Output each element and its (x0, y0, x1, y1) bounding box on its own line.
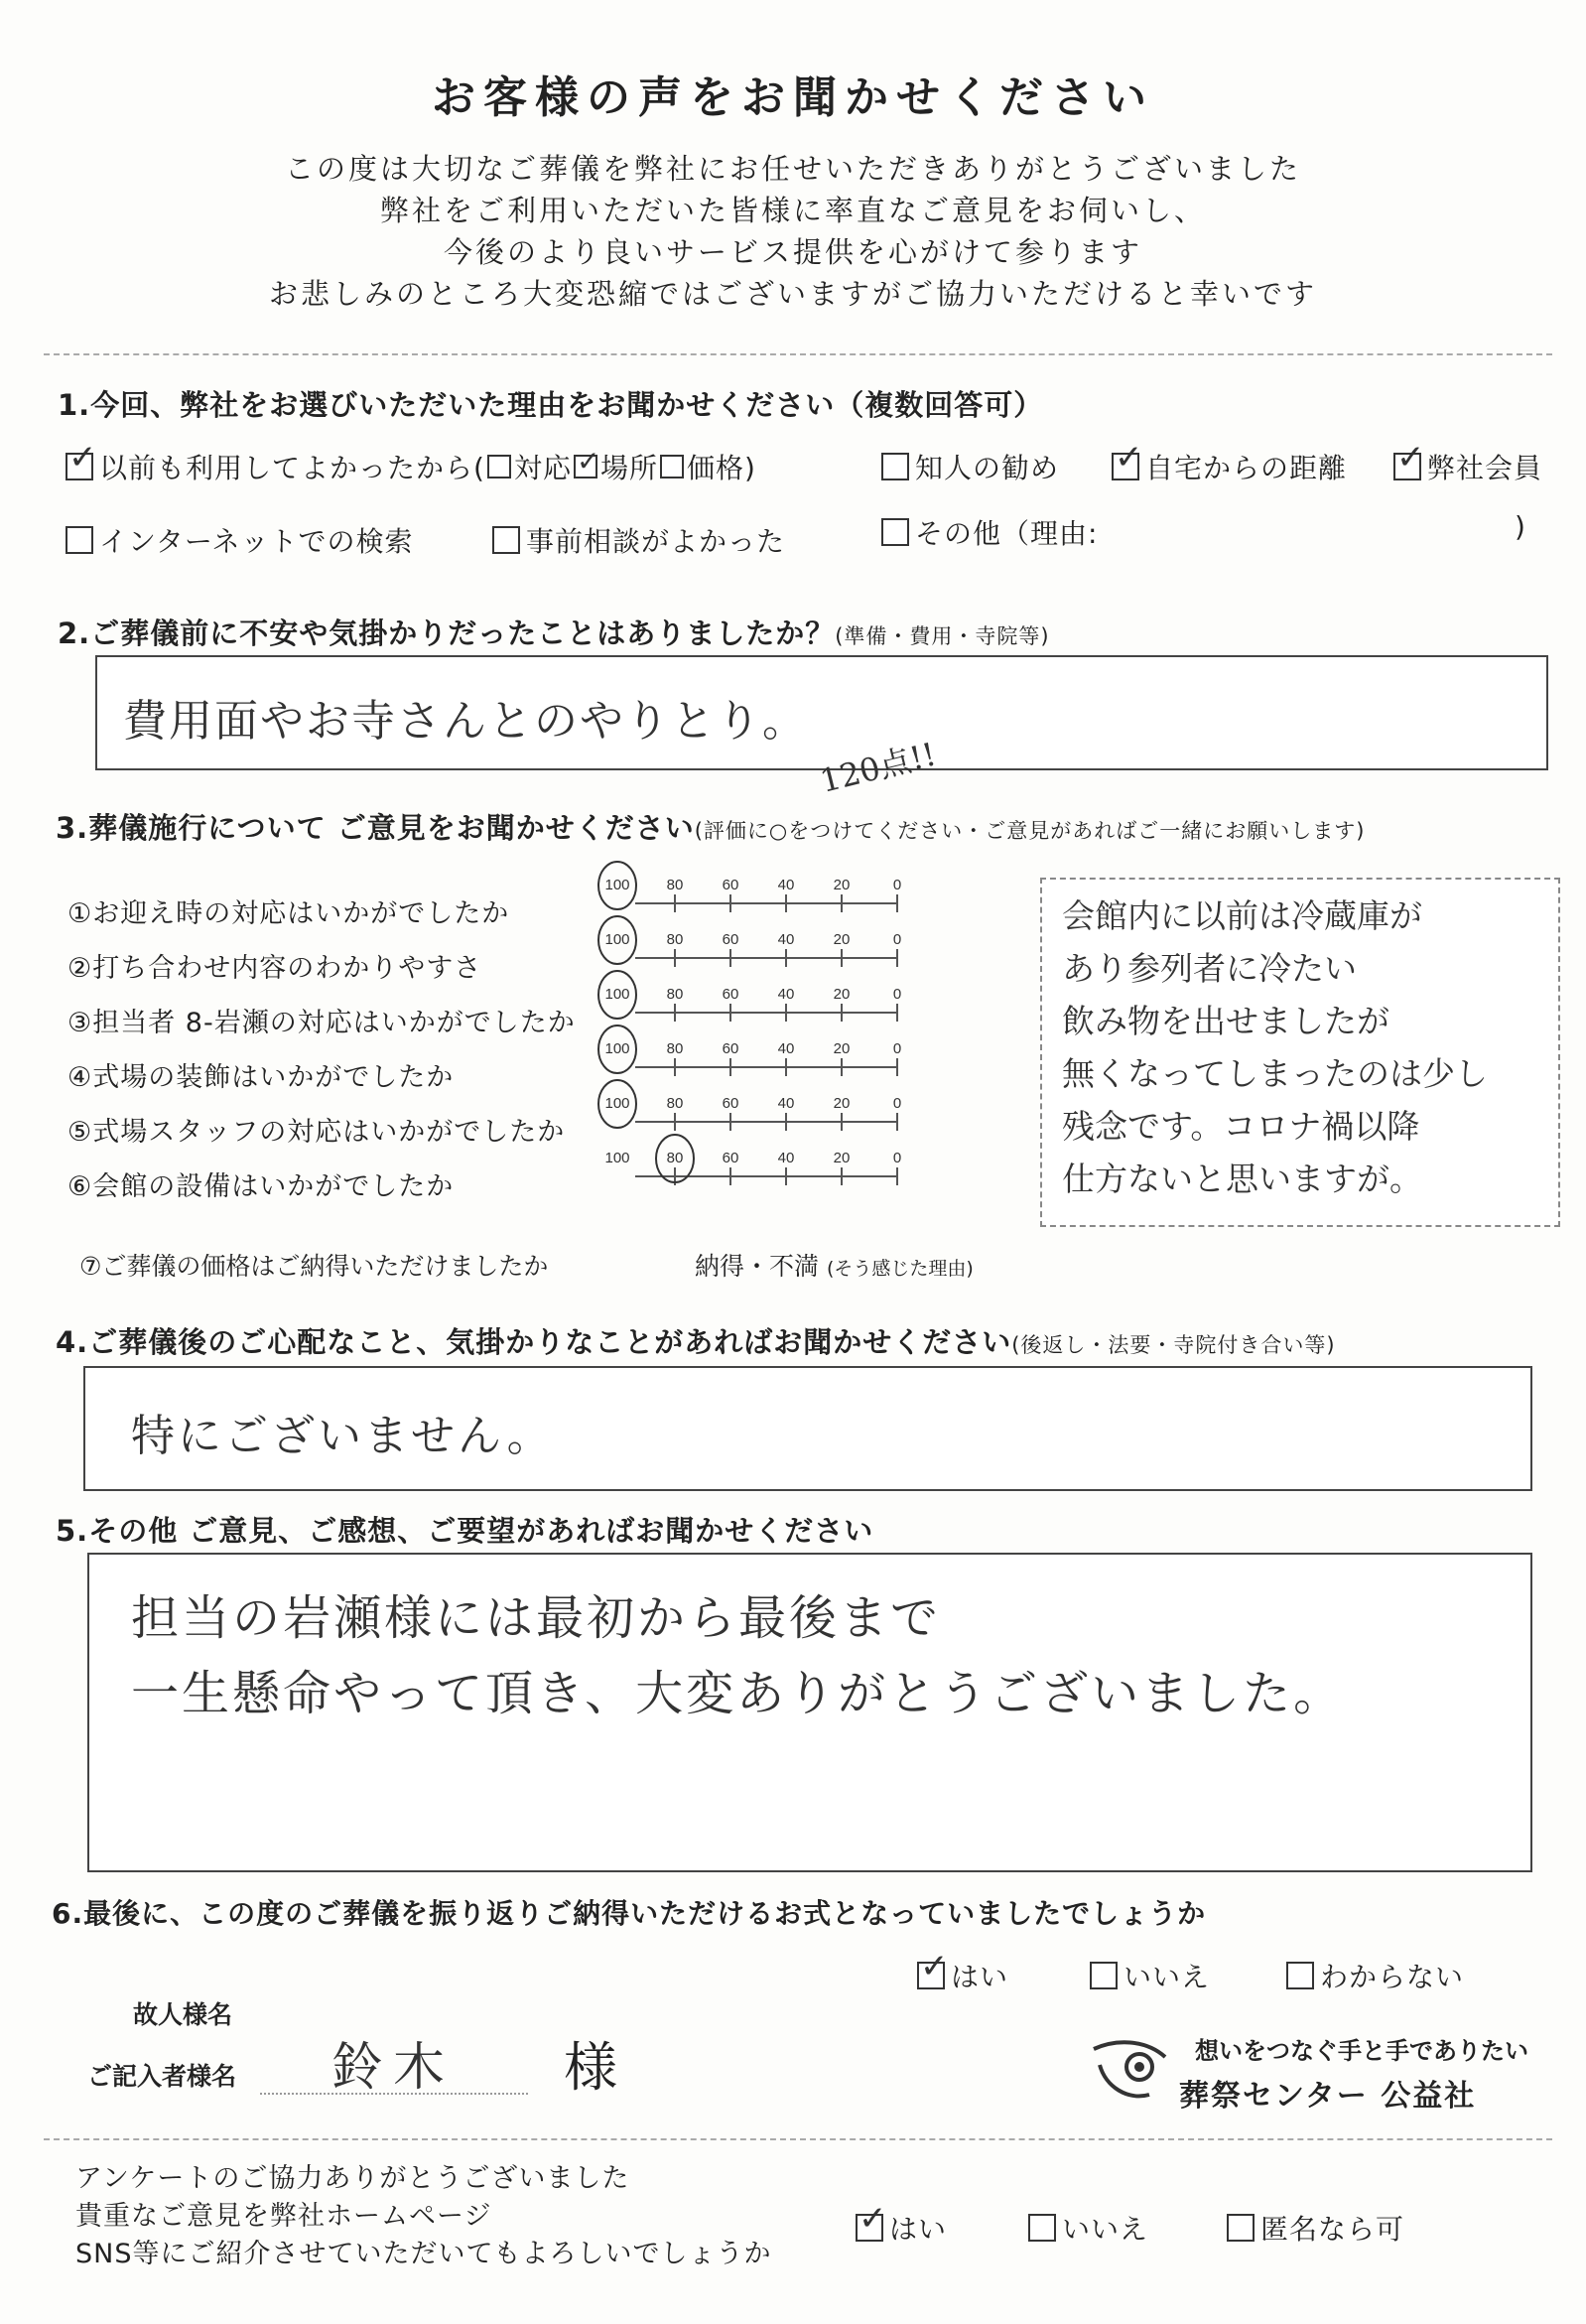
q2-heading-text: 2.ご葬儀前に不安や気掛かりだったことはありましたか？ (58, 616, 836, 650)
q3-heading (56, 806, 1365, 847)
q3-item-label-1: ①お迎え時の対応はいかがでしたか (67, 898, 510, 929)
q3-item-label-2: ②打ち合わせ内容のわかりやすさ (67, 953, 482, 984)
q3-rating-grid (586, 856, 1032, 1203)
rating-tick-label: 20 (833, 1040, 851, 1057)
q2-heading (58, 612, 1050, 652)
q1-option-2[interactable] (1393, 447, 1542, 486)
q4-heading-text: 4.ご葬儀後のご心配なこと、気掛かりなことがあればお聞かせください (56, 1325, 1012, 1359)
intro-line-4: お悲しみのところ大変恐縮ではございますがご協力いただけると幸いです (268, 277, 1317, 311)
q1-option-prev-use[interactable] (66, 447, 756, 486)
q2-note: (準備・費用・寺院等) (835, 624, 1050, 648)
q1-option-checkbox-4[interactable] (492, 526, 520, 554)
q1-option-1[interactable] (1112, 447, 1347, 486)
rating-tick-label: 40 (777, 877, 795, 893)
q1-option-checkbox-0[interactable] (881, 453, 909, 480)
footer-option-label: いいえ (1062, 2213, 1149, 2246)
q3-item-label-4: ④式場の装飾はいかがでしたか (67, 1062, 455, 1093)
rating-tick-label: 80 (666, 877, 684, 893)
q1-option-0[interactable] (881, 447, 1059, 486)
q6-heading: 6.最後に、この度のご葬儀を振り返りご納得いただけるお式となっていましたでしょうか (52, 1897, 1207, 1930)
q4-answer-box[interactable] (83, 1366, 1532, 1491)
q3-heading-text: 3.葬儀施行について ご意見をお聞かせください (56, 811, 695, 845)
q3-comment-line: あり参列者に冷たい (1062, 949, 1357, 988)
q1-heading: 1.今回、弊社をお選びいただいた理由をお聞かせください（複数回答可） (58, 388, 1044, 422)
rating-tick-label: 60 (722, 1040, 739, 1057)
rating-tick-label: 100 (604, 1150, 630, 1166)
company-tagline: 想いをつなぐ手と手でありたい (1195, 2037, 1528, 2065)
rating-tick-label: 80 (666, 931, 684, 948)
q6-option-label: いいえ (1123, 1961, 1211, 1993)
rating-tick-label: 60 (722, 931, 739, 948)
q1-option-checkbox-1[interactable] (1112, 453, 1139, 480)
rating-tick-label: 0 (892, 986, 902, 1003)
q4-note: (後返し・法要・寺院付き合い等) (1011, 1333, 1336, 1357)
rating-tick-label: 60 (722, 1150, 739, 1166)
q3-item-label-5: ⑤式場スタッフの対応はいかがでしたか (67, 1117, 566, 1148)
footer-checkbox-0[interactable] (856, 2214, 883, 2242)
q5-answer (131, 1580, 1344, 1731)
rating-tick-label: 80 (666, 1095, 684, 1112)
q1-option-checkbox-3[interactable] (66, 526, 93, 554)
q1-prev-use-label: 以前も利用してよかったから( (99, 452, 485, 484)
rating-tick-label: 40 (777, 1095, 795, 1112)
footer-option-2[interactable] (1227, 2208, 1404, 2248)
q6-option-2[interactable] (1286, 1956, 1464, 1995)
rating-tick-label: 0 (892, 931, 902, 948)
q2-answer-box[interactable] (95, 655, 1548, 770)
q4-heading (56, 1320, 1336, 1361)
q1-option-5[interactable] (881, 512, 1098, 552)
intro-line-3: 今後のより良いサービス提供を心がけて参ります (443, 235, 1142, 269)
q3-note: (評価に○をつけてください・ご意見があればご一緒にお願いします) (694, 819, 1366, 843)
q1-option-label: その他（理由: (915, 517, 1099, 550)
writer-name: 鈴木 (331, 2038, 456, 2098)
rating-tick-label: 100 (604, 1095, 630, 1112)
intro-line-1: この度は大切なご葬儀を弊社にお任せいただきありがとうございました (284, 152, 1301, 186)
q1-option-checkbox-5[interactable] (881, 518, 909, 546)
rating-tick-label: 60 (722, 877, 739, 893)
rating-tick-label: 20 (833, 931, 851, 948)
rating-tick-label: 60 (722, 1095, 739, 1112)
q1-sub-checkbox-0[interactable] (487, 455, 511, 478)
rating-tick-label: 80 (666, 986, 684, 1003)
deceased-label: 故人様名 (133, 2000, 233, 2029)
q6-checkbox-1[interactable] (1090, 1962, 1118, 1989)
page-title: お客様の声をお聞かせください (432, 72, 1154, 123)
q3-item-label-3: ③担当者 8-岩瀬の対応はいかがでしたか (67, 1008, 576, 1038)
footer-option-label: はい (889, 2213, 948, 2246)
q3-q7-label: ⑦ご葬儀の価格はご納得いただけましたか (79, 1252, 549, 1281)
q1-option-3[interactable] (66, 520, 413, 560)
q1-other-close: ) (1515, 510, 1526, 543)
writer-name-field[interactable] (260, 2021, 528, 2098)
rating-tick-label: 20 (833, 877, 851, 893)
q3-q7-choices[interactable] (695, 1247, 974, 1283)
footer-option-label: 匿名なら可 (1260, 2213, 1405, 2246)
q6-checkbox-0[interactable] (917, 1962, 945, 1989)
intro-line-2: 弊社をご利用いただいた皆様に率直なご意見をお伺いし、 (379, 194, 1206, 227)
footer-line-1: アンケートのご協力ありがとうございました (75, 2163, 630, 2194)
q1-option-checkbox-2[interactable] (1393, 453, 1421, 480)
q2-answer: 費用面やお寺さんとのやりとり。 (123, 696, 808, 747)
q5-answer-line: 一生懸命やって頂き、大変ありがとうございました。 (131, 1666, 1345, 1721)
q3-comment-line: 無くなってしまったのは少し (1062, 1054, 1488, 1093)
q3-comment-line: 残念です。コロナ禍以降 (1062, 1107, 1420, 1146)
q1-option-4[interactable] (492, 520, 785, 560)
q1-option-label: 事前相談がよかった (526, 525, 786, 558)
q3-q7-choice-text: 納得・不満 (695, 1252, 820, 1281)
q6-option-1[interactable] (1090, 1956, 1210, 1995)
company-name: 葬祭センター 公益社 (1179, 2079, 1477, 2114)
rating-tick-label: 80 (666, 1040, 684, 1057)
q1-sub-label: 場所 (599, 452, 658, 484)
rating-tick-label: 0 (892, 1040, 902, 1057)
company-logo-icon (1086, 2029, 1185, 2109)
footer-checkbox-1[interactable] (1028, 2214, 1056, 2242)
footer-line-2: 貴重なご意見を弊社ホームページ (75, 2201, 492, 2232)
q5-heading: 5.その他 ご意見、ご感想、ご要望があればお聞かせください (56, 1514, 874, 1548)
q1-sub-label: 価格) (686, 452, 756, 484)
rating-tick-label: 20 (833, 986, 851, 1003)
rating-tick-label: 100 (604, 877, 630, 893)
writer-label: ご記入者様名 (87, 2062, 237, 2091)
rating-tick-label: 40 (777, 931, 795, 948)
q3-comment-box[interactable] (1040, 878, 1560, 1227)
rating-tick-label: 40 (777, 986, 795, 1003)
q1-option-label: インターネットでの検索 (99, 525, 414, 558)
rating-tick-label: 20 (833, 1095, 851, 1112)
rating-tick-label: 80 (666, 1150, 684, 1166)
rating-tick-label: 60 (722, 986, 739, 1003)
q5-answer-line: 担当の岩瀬様には最初から最後まで (131, 1590, 942, 1646)
q3-comment-line: 仕方ないと思いますが。 (1062, 1160, 1422, 1198)
q5-answer-box[interactable] (87, 1553, 1532, 1872)
q1-option-label: 知人の勧め (915, 452, 1060, 484)
q1-sub-checkbox-2[interactable] (660, 455, 684, 478)
honorific: 様 (564, 2036, 617, 2099)
q4-answer: 特にございません。 (131, 1411, 554, 1461)
footer-option-0[interactable] (856, 2208, 947, 2248)
q6-option-label: わからない (1320, 1961, 1465, 1993)
q1-option-label: 自宅からの距離 (1145, 452, 1348, 484)
q3-comment-line: 飲み物を出せましたが (1062, 1002, 1389, 1040)
rating-tick-label: 100 (604, 986, 630, 1003)
q1-sub-checkbox-1[interactable] (574, 455, 597, 478)
q6-checkbox-2[interactable] (1286, 1962, 1314, 1989)
q3-extra-note: 120点!! (816, 735, 940, 801)
q3-comment-text (1062, 889, 1488, 1205)
footer-line-3: SNS等にご紹介させていただいてもよろしいでしょうか (75, 2239, 772, 2269)
q6-option-0[interactable] (917, 1956, 1008, 1995)
rating-tick-label: 0 (892, 877, 902, 893)
divider (44, 353, 1552, 355)
q3-item-label-6: ⑥会館の設備はいかがでしたか (67, 1171, 455, 1202)
q6-option-label: はい (951, 1961, 1009, 1993)
footer-option-1[interactable] (1028, 2208, 1148, 2248)
divider (44, 2138, 1552, 2140)
q3-q7-note: (そう感じた理由) (826, 1258, 974, 1280)
footer-checkbox-2[interactable] (1227, 2214, 1255, 2242)
q1-option-label: 弊社会員 (1427, 452, 1543, 484)
rating-tick-label: 0 (892, 1150, 902, 1166)
q3-comment-line: 会館内に以前は冷蔵庫が (1062, 896, 1422, 935)
rating-tick-label: 20 (833, 1150, 851, 1166)
rating-tick-label: 40 (777, 1150, 795, 1166)
rating-tick-label: 100 (604, 931, 630, 948)
q1-prev-use-checkbox[interactable] (66, 453, 93, 480)
q1-sub-label: 対応 (513, 452, 572, 484)
rating-tick-label: 40 (777, 1040, 795, 1057)
rating-tick-label: 100 (604, 1040, 630, 1057)
rating-tick-label: 0 (892, 1095, 902, 1112)
